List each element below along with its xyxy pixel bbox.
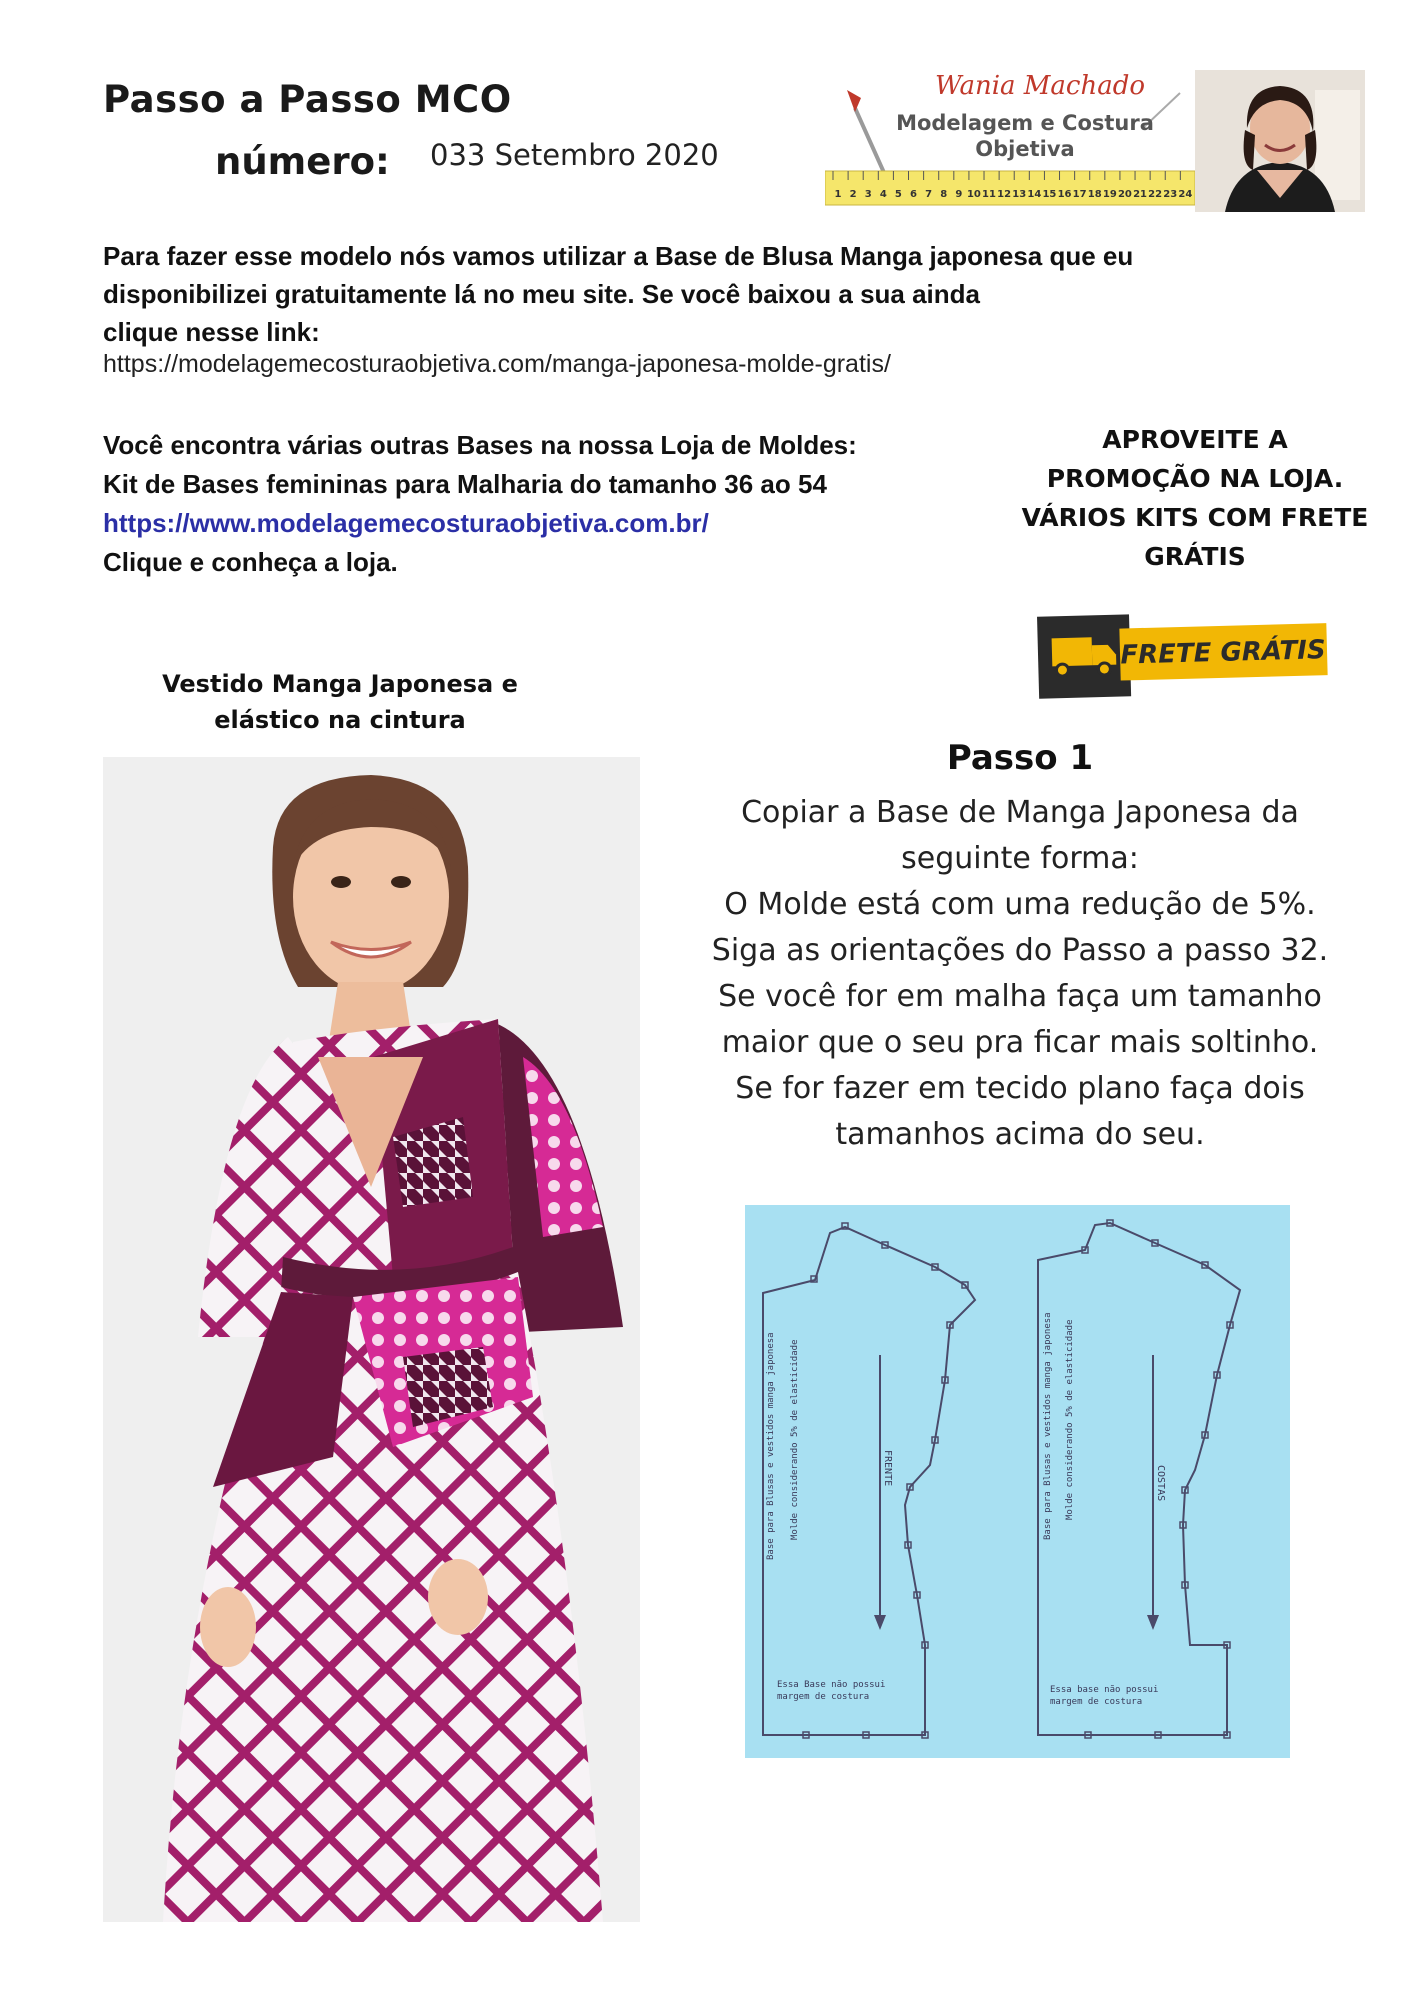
store-line: Você encontra várias outras Bases na nossa Loja de Moldes: (103, 430, 857, 460)
ruler-number: 15 (1042, 189, 1057, 200)
author-photo (1195, 70, 1365, 212)
caption-line: Vestido Manga Japonesa e (162, 670, 518, 698)
intro-line: clique nesse link: (103, 317, 320, 347)
ruler-number: 19 (1102, 189, 1117, 200)
store-paragraph (103, 426, 983, 582)
sewing-pattern-diagram (745, 1205, 1290, 1758)
logo-line2: Objetiva (975, 137, 1075, 161)
ruler-number: 1 (834, 189, 842, 200)
issue-date: 033 Setembro 2020 (430, 138, 719, 172)
back-label: COSTAS (1155, 1465, 1166, 1502)
front-side-text2: Molde considerando 5% de elasticidade (790, 1339, 800, 1540)
store-line: Clique e conheça a loja. (103, 547, 398, 577)
ruler (825, 171, 1195, 205)
promo-line: GRÁTIS (1144, 542, 1246, 571)
promo-line: APROVEITE A (1102, 425, 1288, 454)
step-instructions (680, 790, 1360, 1158)
promo-line: PROMOÇÃO NA LOJA. (1046, 464, 1344, 493)
dress-model-photo (103, 757, 640, 1922)
instruction-line: Se você for em malha faça um tamanho (718, 979, 1322, 1014)
back-side-text1: Base para Blusas e vestidos manga japonesa (1043, 1312, 1053, 1540)
logo-line1: Modelagem e Costura (896, 111, 1154, 135)
ruler-number: 18 (1087, 189, 1102, 200)
back-side-text2: Molde considerando 5% de elasticidade (1065, 1319, 1075, 1520)
ruler-number: 23 (1163, 189, 1178, 200)
front-note2: margem de costura (777, 1692, 870, 1702)
ruler-number: 5 (894, 189, 902, 200)
store-line: Kit de Bases femininas para Malharia do tamanho 36 ao 54 (103, 469, 827, 499)
document-number-label: número: (215, 140, 390, 183)
brand-logo (825, 68, 1195, 210)
instruction-line: maior que o seu pra ficar mais soltinho. (721, 1025, 1319, 1060)
instruction-line: seguinte forma: (901, 841, 1139, 876)
ruler-number: 13 (1012, 189, 1027, 200)
ruler-number: 21 (1133, 189, 1148, 200)
ruler-number: 6 (910, 189, 917, 200)
ruler-number: 22 (1148, 189, 1163, 200)
ruler-number: 24 (1178, 189, 1193, 200)
ruler-number: 7 (925, 189, 933, 200)
step-title: Passo 1 (946, 738, 1094, 778)
instruction-line: tamanhos acima do seu. (835, 1117, 1205, 1152)
instruction-line: Se for fazer em tecido plano faça dois (735, 1071, 1305, 1106)
front-side-text1: Base para Blusas e vestidos manga japonesa (766, 1332, 776, 1560)
ruler-number: 14 (1027, 189, 1042, 200)
ruler-number: 11 (982, 189, 996, 200)
badge-label: FRETE GRÁTIS (1120, 635, 1327, 671)
ruler-number: 20 (1117, 189, 1132, 200)
instruction-line: Siga as orientações do Passo a passo 32. (711, 933, 1329, 968)
ruler-number: 3 (864, 189, 872, 200)
intro-paragraph (103, 237, 1283, 351)
instruction-line: O Molde está com uma redução de 5%. (724, 887, 1316, 922)
ruler-number: 8 (940, 189, 948, 200)
instruction-line: Copiar a Base de Manga Japonesa da (741, 795, 1299, 830)
ruler-number: 10 (966, 189, 981, 200)
ruler-number: 2 (849, 189, 857, 200)
ruler-number: 9 (955, 189, 963, 200)
ruler-number: 17 (1072, 189, 1087, 200)
back-note1: Essa base não possui (1050, 1685, 1159, 1695)
front-note1: Essa Base não possui (777, 1680, 886, 1690)
promo-line: VÁRIOS KITS COM FRETE (1021, 503, 1369, 532)
ruler-number: 12 (997, 189, 1012, 200)
photo-caption (150, 666, 530, 738)
free-pattern-link[interactable]: https://modelagemecosturaobjetiva.com/manga-japonesa-molde-gratis/ (103, 350, 891, 378)
free-shipping-badge[interactable] (1030, 605, 1335, 700)
front-label: FRENTE (882, 1450, 893, 1487)
document-title: Passo a Passo MCO (103, 78, 512, 121)
store-link[interactable]: https://www.modelagemecosturaobjetiva.com.br/ (103, 508, 709, 538)
ruler-number: 16 (1057, 189, 1072, 200)
intro-line: Para fazer esse modelo nós vamos utilizar a Base de Blusa Manga japonesa que eu (103, 241, 1134, 271)
logo-name: Wania Machado (934, 71, 1146, 101)
promo-text (990, 420, 1400, 576)
back-note2: margem de costura (1050, 1697, 1143, 1707)
ruler-number: 4 (879, 189, 887, 200)
intro-line: disponibilizei gratuitamente lá no meu site. Se você baixou a sua ainda (103, 279, 981, 309)
caption-line: elástico na cintura (214, 706, 466, 734)
